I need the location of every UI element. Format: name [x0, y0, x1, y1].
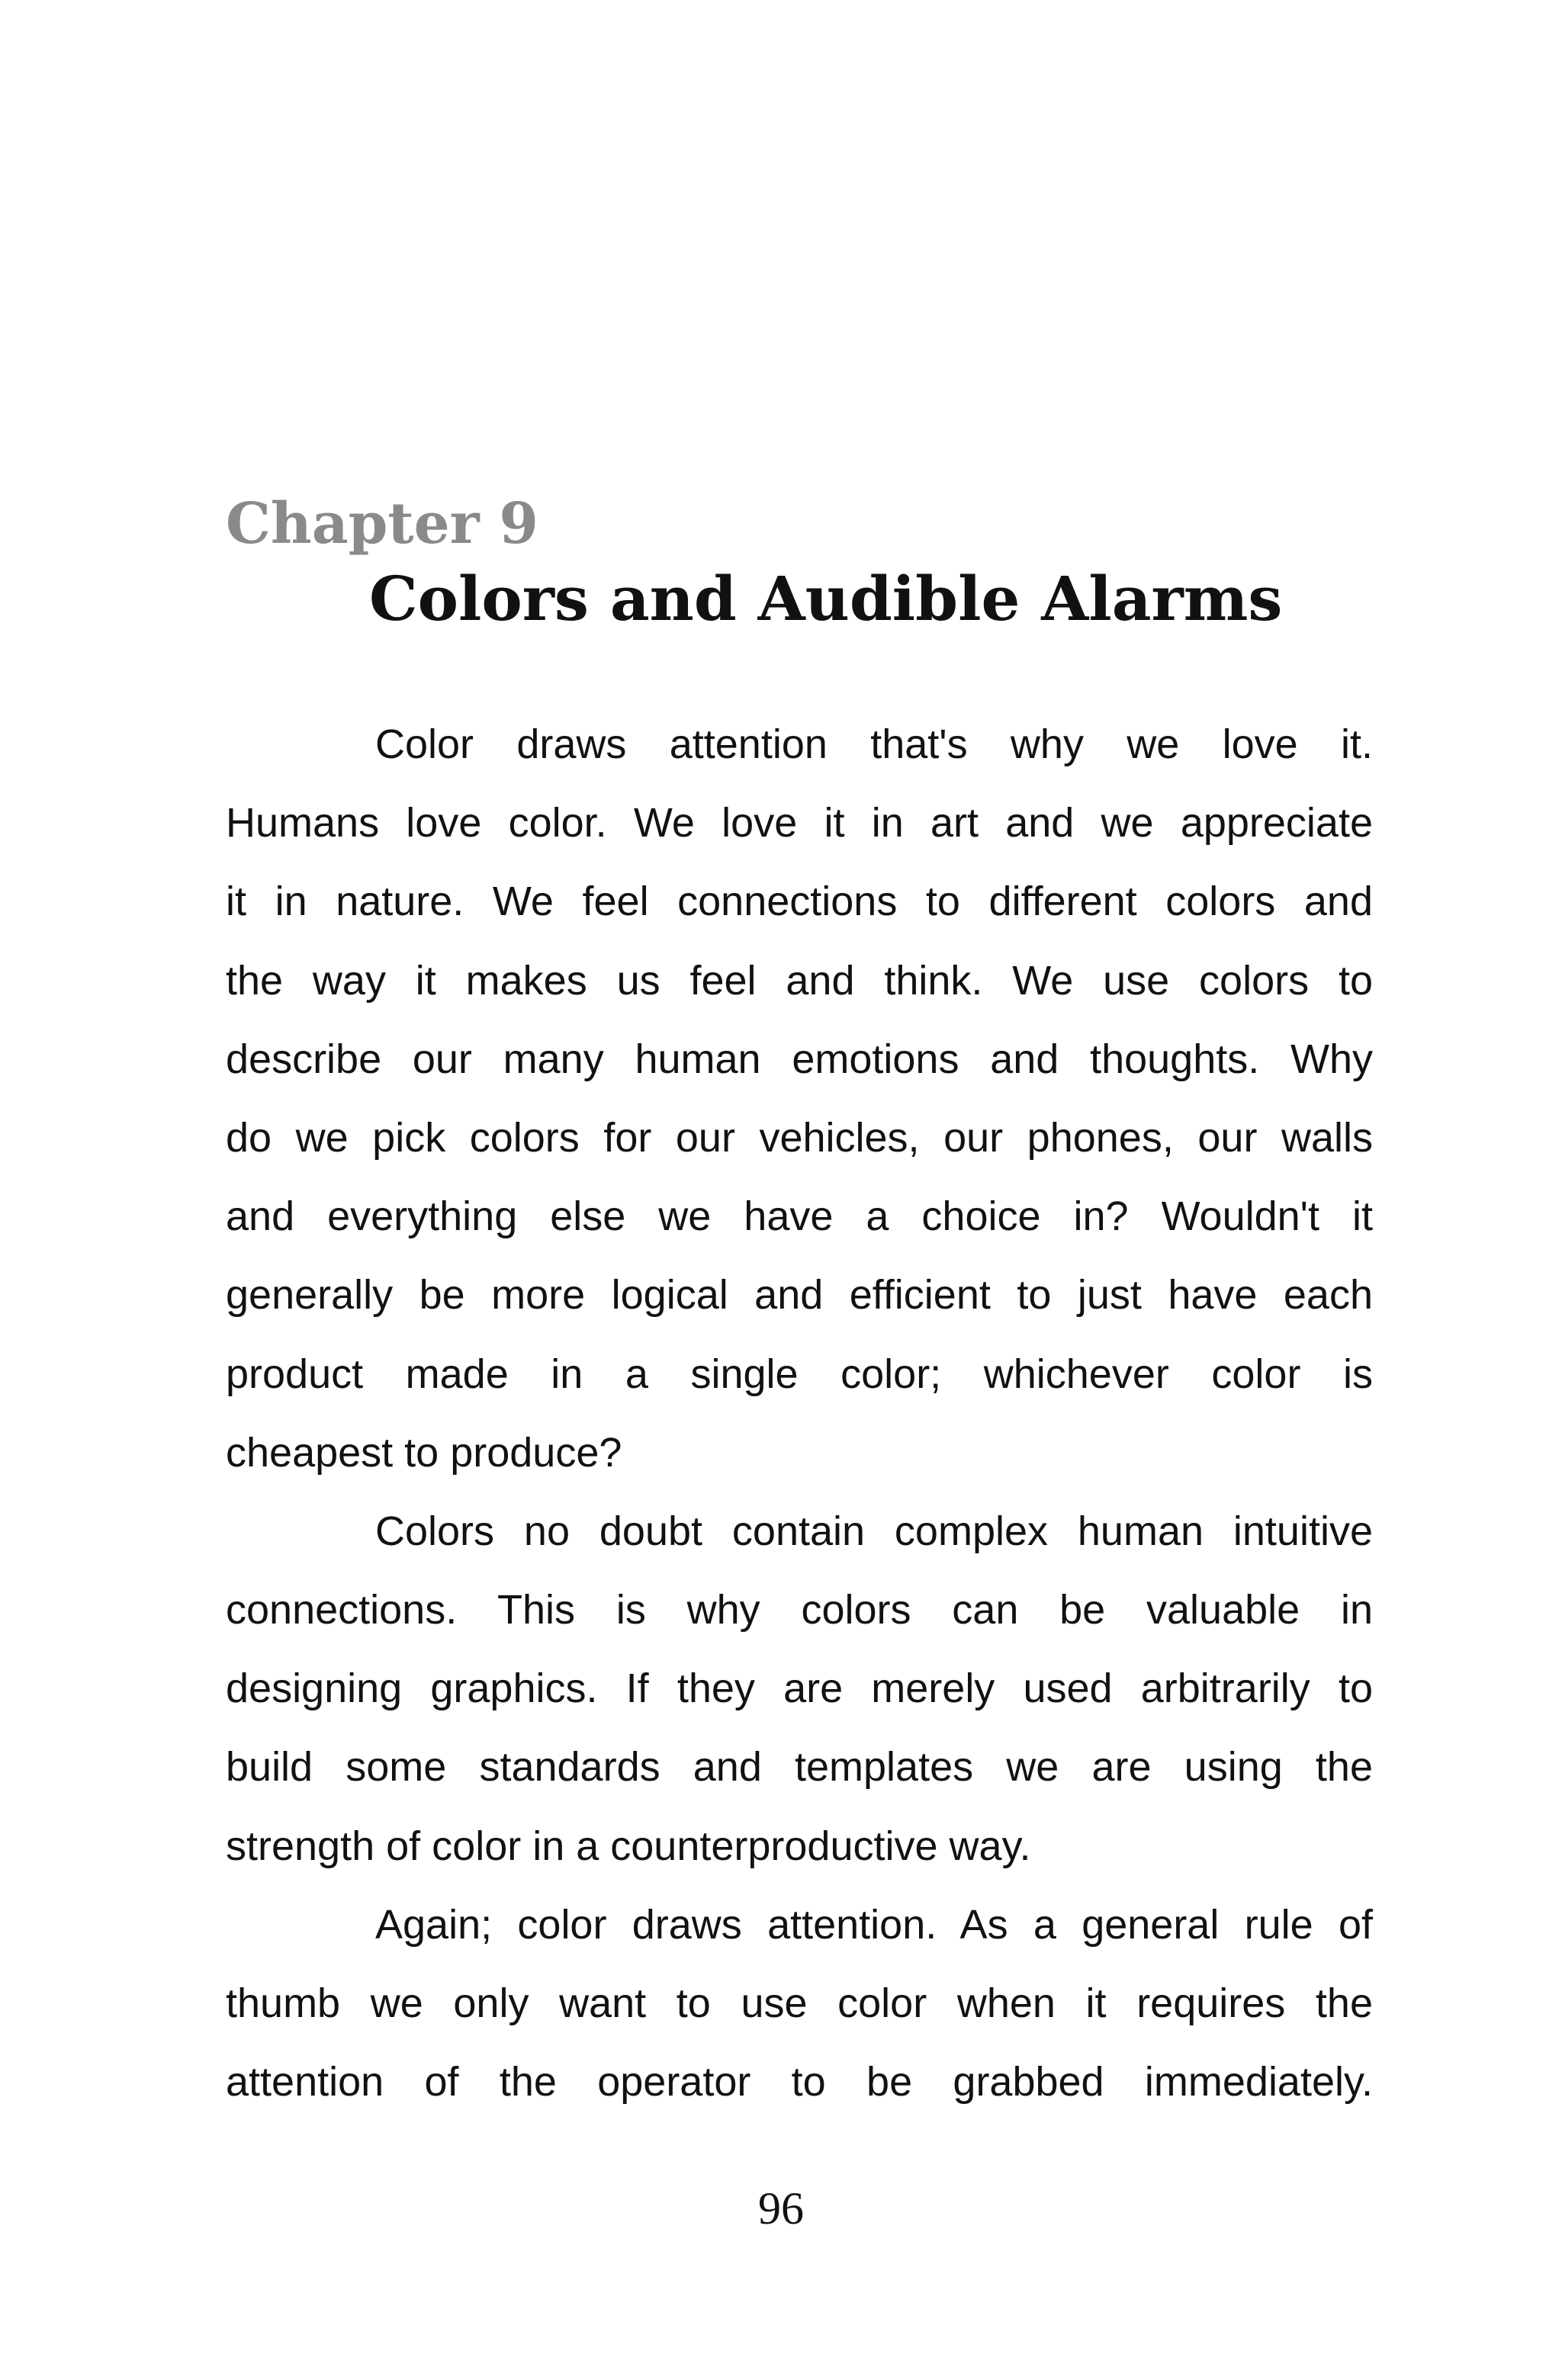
body-text [226, 715, 1373, 2131]
text-line: cheapest to produce? [226, 1429, 622, 1476]
text-line: connections. This is why colors can be valuable in [226, 1587, 1373, 1633]
text-line: attention of the operator to be grabbed immediately. [226, 2059, 1373, 2105]
text-line: describe our many human emotions and thoughts. Why [226, 1036, 1373, 1082]
text-line: strength of color in a counterproductive way. [226, 1823, 1031, 1869]
page-number: 96 [758, 2183, 804, 2234]
text-line: thumb we only want to use color when it requires the [226, 1980, 1373, 2026]
text-line: designing graphics. If they are merely used arbitrarily to [226, 1665, 1373, 1712]
text-line: it in nature. We feel connections to different colors and [226, 878, 1373, 925]
text-line: Color draws attention that's why we love it. [375, 721, 1373, 767]
text-line: the way it makes us feel and think. We use colors to [226, 957, 1373, 1004]
text-line: build some standards and templates we are using the [226, 1744, 1373, 1791]
text-line: Colors no doubt contain complex human intuitive [375, 1508, 1373, 1554]
chapter-title: Colors and Audible Alarms [369, 563, 1283, 634]
chapter-label: Chapter 9 [226, 491, 538, 557]
text-line: Again; color draws attention. As a general rule of [375, 1901, 1373, 1948]
text-line: product made in a single color; whichever color is [226, 1351, 1373, 1397]
text-line: and everything else we have a choice in? Wouldn't it [226, 1193, 1373, 1240]
text-line: generally be more logical and efficient to just have each [226, 1272, 1373, 1318]
text-line: Humans love color. We love it in art and we appreciate [226, 800, 1373, 846]
text-line: do we pick colors for our vehicles, our phones, our walls [226, 1114, 1373, 1161]
